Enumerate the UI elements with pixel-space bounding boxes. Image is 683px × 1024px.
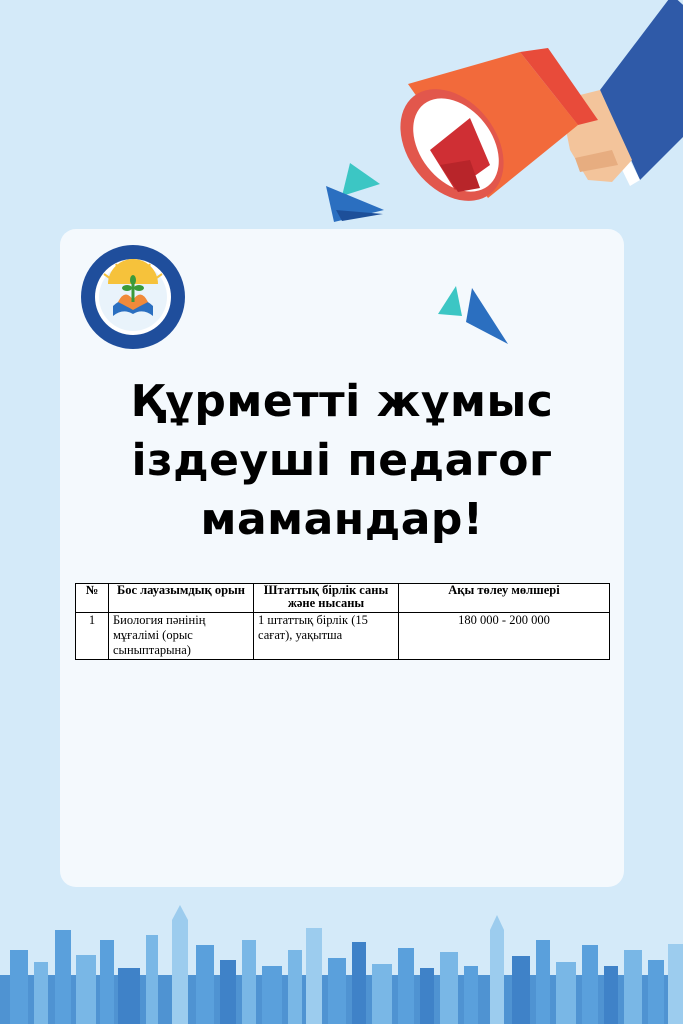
cell-staff-unit: 1 штаттық бірлік (15 сағат), уақытша <box>254 613 399 660</box>
city-skyline <box>0 905 683 1024</box>
vacancy-table <box>75 583 610 660</box>
cell-number: 1 <box>76 613 109 660</box>
headline-line-3: мамандар! <box>200 494 484 545</box>
headline <box>60 372 624 549</box>
headline-line-2: іздеуші педагог <box>131 435 553 486</box>
headline-line-1: Құрметті жұмыс <box>130 376 554 427</box>
cell-position: Биология пәнінің мұғалімі (орыс сыныптарына) <box>109 613 254 660</box>
header-position: Бос лауазымдық орын <box>109 584 254 613</box>
cell-salary: 180 000 - 200 000 <box>399 613 610 660</box>
table-header-row <box>76 584 610 613</box>
decor-triangles-card <box>430 282 510 352</box>
header-number: № <box>76 584 109 613</box>
megaphone-icon <box>379 48 598 221</box>
table-row <box>76 613 610 660</box>
school-logo-icon <box>78 244 188 350</box>
header-staff-unit: Штаттық бірлік саны және нысаны <box>254 584 399 613</box>
header-salary: Ақы төлеу мөлшері <box>399 584 610 613</box>
decor-triangles-top <box>326 163 384 222</box>
